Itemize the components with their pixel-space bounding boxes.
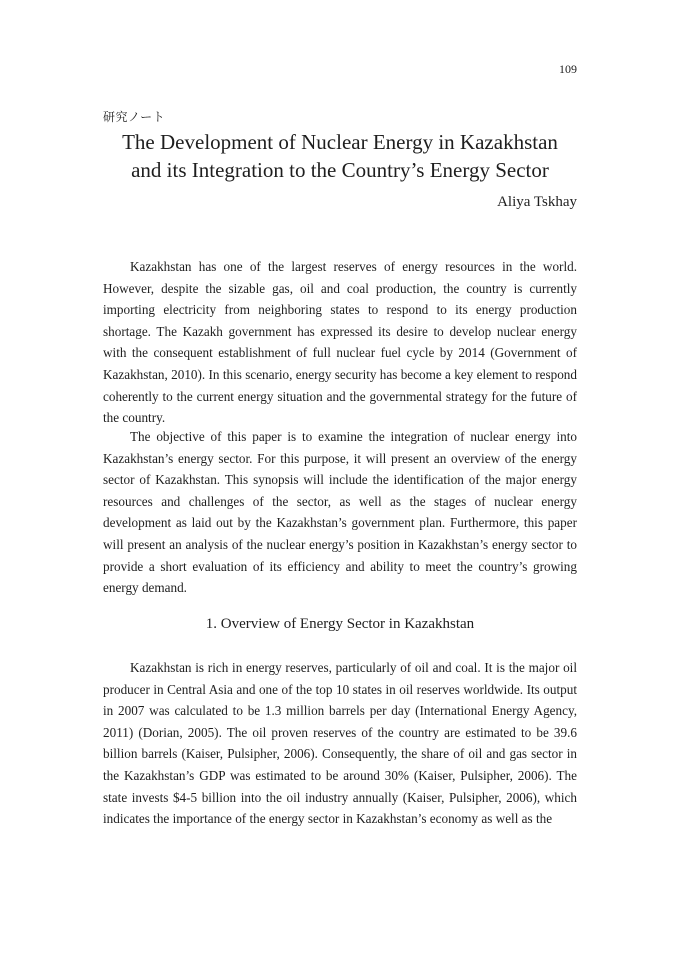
- section-heading: 1. Overview of Energy Sector in Kazakhstan: [205, 616, 475, 632]
- paper-title-line-2: and its Integration to the Country’s Energy Sector: [131, 158, 549, 182]
- intro-paragraph-2: The objective of this paper is to examine the integration of nuclear energy into Kazakhstan’s energy sector. For this purpose, it will present an overview of the energy sector of Kazakhstan. This synopsis will include the identification of the major energy resources and challenges of the sector, as well as the stages of nuclear energy development as laid out by the Kazakhstan’s government plan. Furthermore, this paper will present an analysis of the nuclear energy’s position in Kazakhstan’s energy sector to provide a short evaluation of its efficiency and ability to meet the country’s growing energy demand.: [103, 429, 577, 596]
- section-label: 研究ノート: [103, 110, 166, 124]
- section-1-paragraph: Kazakhstan is rich in energy reserves, particularly of oil and coal. It is the major oil producer in Central Asia and one of the top 10 states in oil reserves worldwide. Its output in 2007 was calculated to be 1.3 million barrels per day (International Energy Agency, 2011) (Dorian, 2005). The oil proven reserves of the country are estimated to be 39.6 billion barrels (Kaiser, Pulsipher, 2006). Consequently, the share of oil and gas sector in the Kazakhstan’s GDP was estimated to be around 30% (Kaiser, Pulsipher, 2006). The state invests $4-5 billion into the oil industry annually (Kaiser, Pulsipher, 2006), which indicates the importance of the energy sector in Kazakhstan’s economy as well as the: [103, 660, 577, 827]
- paper-title-line-1: The Development of Nuclear Energy in Kazakhstan: [122, 130, 558, 154]
- author-name: Aliya Tskhay: [497, 194, 577, 210]
- intro-paragraph-1: Kazakhstan has one of the largest reserves of energy resources in the world. However, despite the sizable gas, oil and coal production, the country is currently importing electricity from neighboring states to respond to its energy production shortage. The Kazakh government has expressed its desire to develop nuclear energy with the consequent establishment of full nuclear fuel cycle by 2014 (Government of Kazakhstan, 2010). In this scenario, energy security has become a key element to respond coherently to the current energy situation and the governmental strategy for the future of the country.: [103, 259, 577, 426]
- page-number: 109: [559, 62, 577, 76]
- paper-title: [100, 128, 580, 184]
